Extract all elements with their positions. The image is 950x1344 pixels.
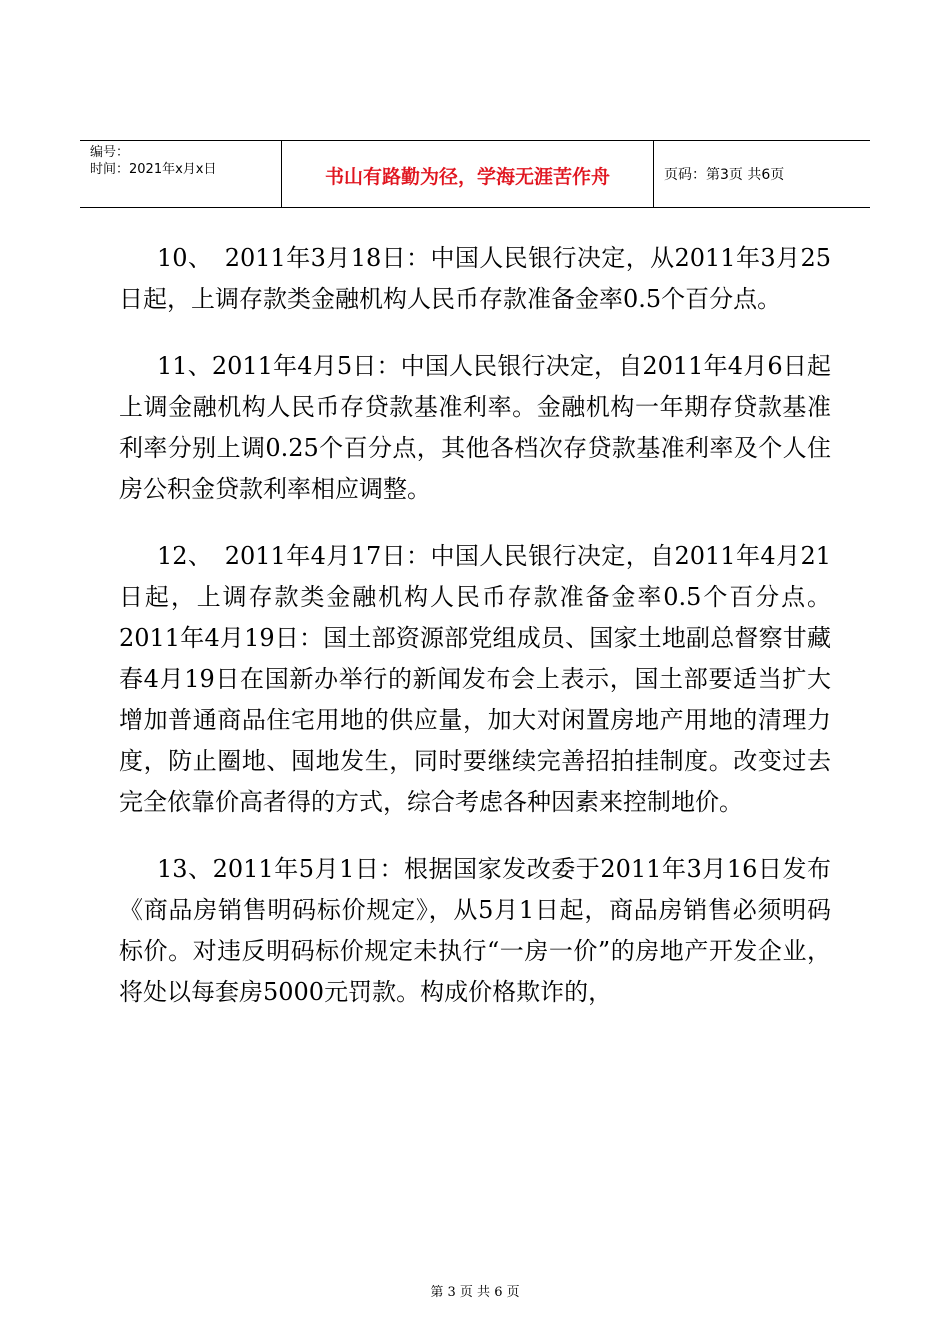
page-footer: 第 3 页 共 6 页 xyxy=(430,1285,520,1300)
document-header xyxy=(80,140,870,208)
document-body xyxy=(119,238,831,1039)
header-motto: 书山有路勤为径，学海无涯苦作舟 xyxy=(281,141,654,207)
document-number-label: 编号： xyxy=(90,145,130,160)
paragraph-12: 12、 2011年4月17日：中国人民银行决定，自2011年4月21日起，上调存款类金融机构人民币存款准备金率0.5个百分点。2011年4月19日：国土部资源部党组成员、国家土地副总督察甘藏春4月19日在国新办举行的新闻发布会上表示，国土部要适当扩大增加普通商品住宅用地的供应量，加大对闲置房地产用地的清理力度，防止圈地、囤地发生，同时要继续完善招拍挂制度。改变过去完全依靠价高者得的方式，综合考虑各种因素来控制地价。 xyxy=(119,542,831,816)
document-time-label: 时间：2021年x月x日 xyxy=(90,162,217,177)
paragraph-13: 13、2011年5月1日：根据国家发改委于2011年3月16日发布《商品房销售明码标价规定》，从5月1日起，商品房销售必须明码标价。对违反明码标价规定未执行“一房一价”的房地产开发企业，将处以每套房5000元罚款。构成价格欺诈的， xyxy=(119,855,831,1006)
paragraph-11: 11、2011年4月5日：中国人民银行决定，自2011年4月6日起上调金融机构人民币存贷款基准利率。金融机构一年期存贷款基准利率分别上调0.25个百分点，其他各档次存贷款基准利率及个人住房公积金贷款利率相应调整。 xyxy=(119,352,831,503)
header-meta xyxy=(80,141,281,207)
paragraph-10: 10、 2011年3月18日：中国人民银行决定，从2011年3月25日起，上调存款类金融机构人民币存款准备金率0.5个百分点。 xyxy=(119,244,831,313)
header-page-info: 页码：第3页 共6页 xyxy=(664,167,785,183)
